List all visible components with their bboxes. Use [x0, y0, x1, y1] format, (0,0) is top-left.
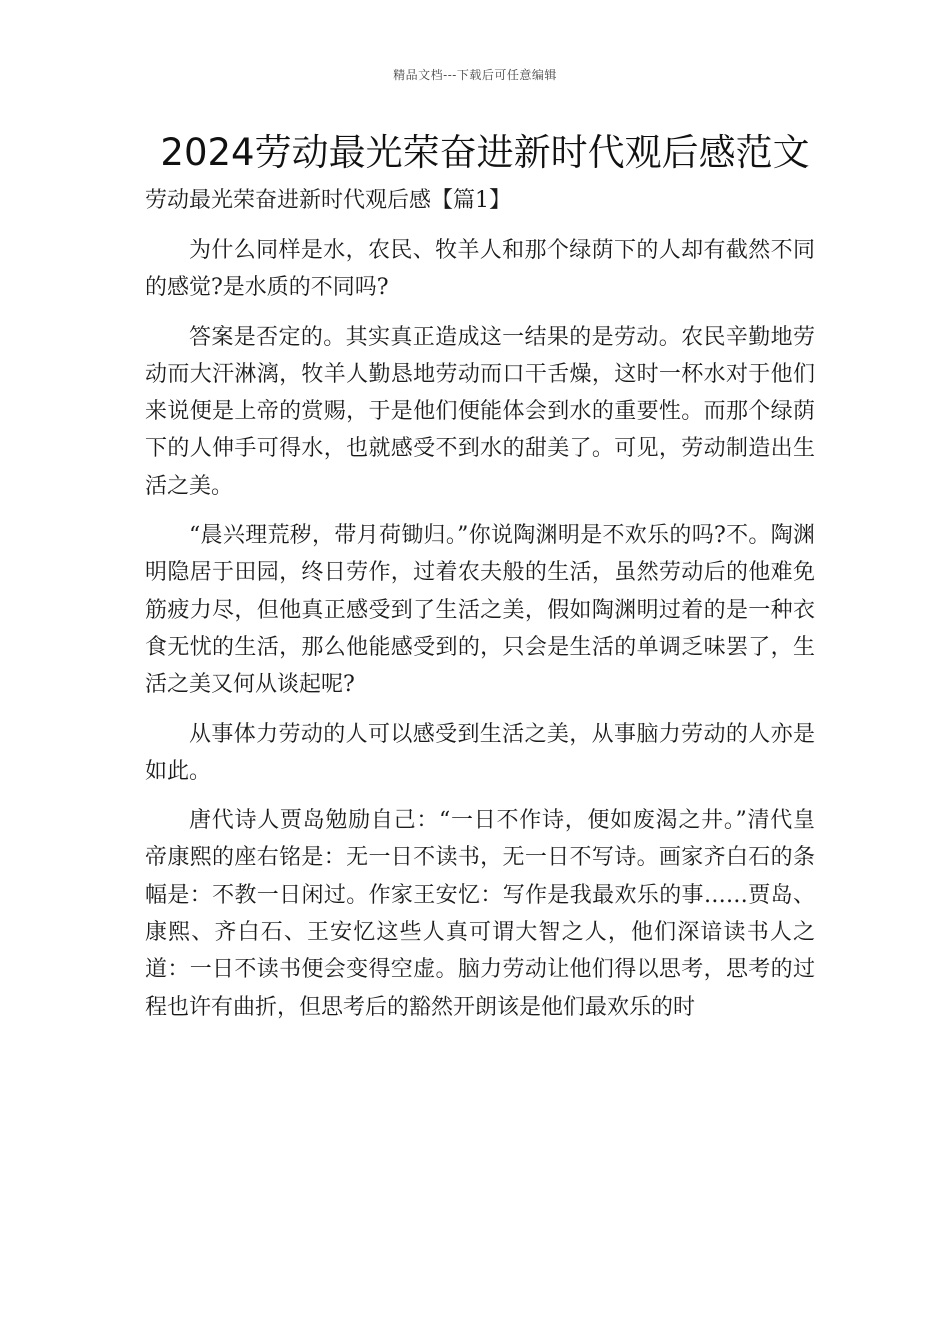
section-heading: 劳动最光荣奋进新时代观后感【篇1】 — [145, 188, 511, 213]
document-title: 2024劳动最光荣奋进新时代观后感范文 — [160, 131, 810, 174]
paragraph: 唐代诗人贾岛勉励自己：“一日不作诗，便如废渴之井。”清代皇帝康熙的座右铭是：无一日不读书，无一日不写诗。画家齐白石的条幅是：不教一日闲过。作家王安忆：写作是我最欢乐的事……贾岛、康熙、齐白石、王安忆这些人真可谓大智之人，他们深谙读书人之道：一日不读书便会变得空虚。脑力劳动让他们得以思考，思考的过程也许有曲折，但思考后的豁然开朗该是他们最欢乐的时 — [145, 808, 815, 1020]
paragraph: 答案是否定的。其实真正造成这一结果的是劳动。农民辛勤地劳动而大汗淋漓，牧羊人勤恳地劳动而口干舌燥，这时一杯水对于他们来说便是上帝的赏赐，于是他们便能体会到水的重要性。而那个绿荫下的人伸手可得水，也就感受不到水的甜美了。可见，劳动制造出生活之美。 — [145, 324, 815, 499]
paragraph: “晨兴理荒秽，带月荷锄归。”你说陶渊明是不欢乐的吗?不。陶渊明隐居于田园，终日劳作，过着农夫般的生活，虽然劳动后的他难免筋疲力尽，但他真正感受到了生活之美，假如陶渊明过着的是一种衣食无忧的生活，那么他能感受到的，只会是生活的单调乏味罢了，生活之美又何从谈起呢? — [145, 523, 815, 698]
document-body — [145, 232, 815, 1038]
header-note: 精品文档---下载后可任意编辑 — [393, 68, 557, 82]
paragraph: 为什么同样是水，农民、牧羊人和那个绿荫下的人却有截然不同的感觉?是水质的不同吗? — [145, 238, 815, 301]
paragraph: 从事体力劳动的人可以感受到生活之美，从事脑力劳动的人亦是如此。 — [145, 721, 815, 784]
